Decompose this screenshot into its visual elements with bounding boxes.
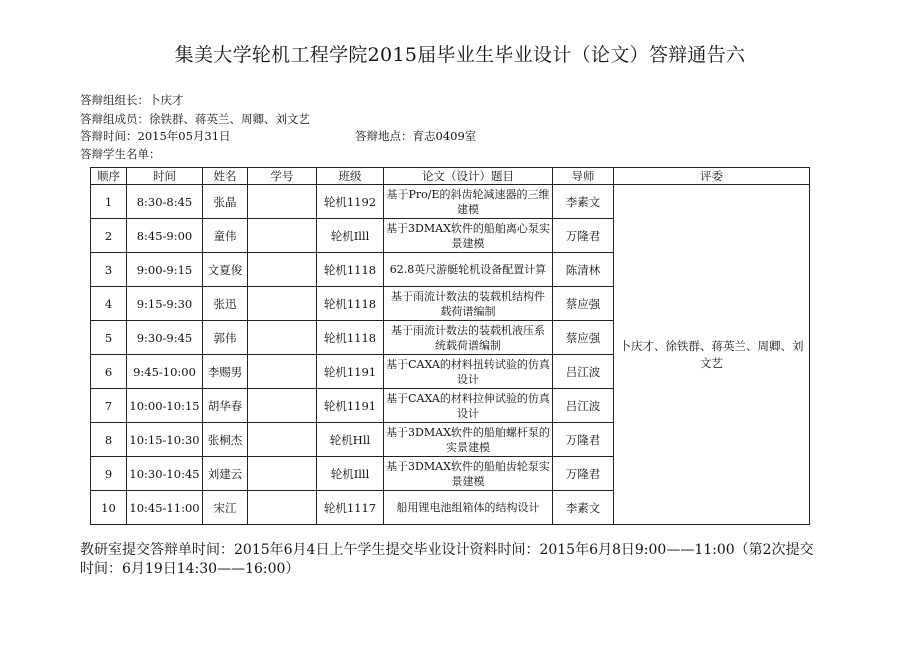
place-value: 育志0409室 bbox=[412, 129, 477, 143]
cell-sid bbox=[248, 389, 317, 423]
cell-sid bbox=[248, 219, 317, 253]
cell-seq: 7 bbox=[91, 389, 127, 423]
cell-class: 轮机1118 bbox=[317, 253, 384, 287]
cell-time: 9:00-9:15 bbox=[127, 253, 203, 287]
header-sid: 学号 bbox=[248, 168, 317, 185]
students-label: 答辩学生名单： bbox=[80, 147, 161, 161]
schedule-table bbox=[90, 167, 810, 525]
cell-advisor: 万隆君 bbox=[553, 457, 614, 491]
cell-topic: 基于Pro/E的斜齿轮减速器的三维建模 bbox=[384, 185, 553, 219]
cell-time: 10:00-10:15 bbox=[127, 389, 203, 423]
cell-class: 轮机Illl bbox=[317, 219, 384, 253]
cell-class: 轮机1191 bbox=[317, 389, 384, 423]
cell-name: 张桐杰 bbox=[203, 423, 248, 457]
cell-seq: 6 bbox=[91, 355, 127, 389]
header-class: 班级 bbox=[317, 168, 384, 185]
cell-topic: 船用锂电池组箱体的结构设计 bbox=[384, 491, 553, 525]
members-value: 徐铁群、蒋英兰、周卿、刘文艺 bbox=[149, 112, 310, 126]
cell-sid bbox=[248, 355, 317, 389]
cell-class: 轮机Illl bbox=[317, 457, 384, 491]
cell-name: 张晶 bbox=[203, 185, 248, 219]
cell-sid bbox=[248, 423, 317, 457]
cell-seq: 8 bbox=[91, 423, 127, 457]
cell-seq: 3 bbox=[91, 253, 127, 287]
cell-sid bbox=[248, 491, 317, 525]
cell-name: 童伟 bbox=[203, 219, 248, 253]
place-label: 答辩地点： bbox=[355, 129, 413, 143]
cell-advisor: 陈清林 bbox=[553, 253, 614, 287]
cell-advisor: 蔡应强 bbox=[553, 321, 614, 355]
header-judges: 评委 bbox=[614, 168, 810, 185]
cell-seq: 4 bbox=[91, 287, 127, 321]
header-topic: 论文（设计）题目 bbox=[384, 168, 553, 185]
cell-topic: 基于雨流计数法的装载机结构件载荷谱编制 bbox=[384, 287, 553, 321]
cell-judges: 卜庆才、徐铁群、蒋英兰、周卿、刘文艺 bbox=[614, 185, 810, 525]
cell-topic: 基于CAXA的材料扭转试验的仿真设计 bbox=[384, 355, 553, 389]
page-title: 集美大学轮机工程学院2015届毕业生毕业设计（论文）答辩通告六 bbox=[174, 44, 746, 66]
header-time: 时间 bbox=[127, 168, 203, 185]
cell-topic: 基于CAXA的材料拉伸试验的仿真设计 bbox=[384, 389, 553, 423]
cell-advisor: 万隆君 bbox=[553, 423, 614, 457]
header-name: 姓名 bbox=[203, 168, 248, 185]
cell-topic: 基于3DMAX软件的船舶齿轮泵实景建模 bbox=[384, 457, 553, 491]
cell-advisor: 李素文 bbox=[553, 491, 614, 525]
cell-time: 9:30-9:45 bbox=[127, 321, 203, 355]
table-header-row bbox=[91, 168, 810, 185]
cell-advisor: 吕江波 bbox=[553, 355, 614, 389]
cell-class: 轮机1192 bbox=[317, 185, 384, 219]
leader-line bbox=[80, 92, 184, 108]
cell-seq: 2 bbox=[91, 219, 127, 253]
cell-time: 8:45-9:00 bbox=[127, 219, 203, 253]
cell-sid bbox=[248, 457, 317, 491]
cell-name: 张迅 bbox=[203, 287, 248, 321]
leader-value: 卜庆才 bbox=[149, 93, 184, 107]
cell-topic: 基于雨流计数法的装载机液压系统载荷谱编制 bbox=[384, 321, 553, 355]
cell-time: 9:15-9:30 bbox=[127, 287, 203, 321]
time-label: 答辩时间： bbox=[80, 129, 138, 143]
cell-topic: 62.8英尺游艇轮机设备配置计算 bbox=[384, 253, 553, 287]
cell-sid bbox=[248, 185, 317, 219]
cell-time: 9:45-10:00 bbox=[127, 355, 203, 389]
cell-advisor: 吕江波 bbox=[553, 389, 614, 423]
cell-seq: 5 bbox=[91, 321, 127, 355]
submission-deadline-note: 教研室提交答辩单时间：2015年6月4日上午学生提交毕业设计资料时间：2015年6月8日9:00——11:00（第2次提交时间：6月19日14:30——16:00） bbox=[80, 542, 814, 577]
time-line bbox=[80, 128, 231, 144]
cell-class: 轮机Hll bbox=[317, 423, 384, 457]
cell-advisor: 李素文 bbox=[553, 185, 614, 219]
cell-name: 刘建云 bbox=[203, 457, 248, 491]
header-advisor: 导师 bbox=[553, 168, 614, 185]
cell-name: 李赐男 bbox=[203, 355, 248, 389]
time-value: 2015年05月31日 bbox=[137, 129, 231, 143]
cell-time: 8:30-8:45 bbox=[127, 185, 203, 219]
cell-seq: 9 bbox=[91, 457, 127, 491]
cell-sid bbox=[248, 253, 317, 287]
cell-time: 10:15-10:30 bbox=[127, 423, 203, 457]
cell-advisor: 万隆君 bbox=[553, 219, 614, 253]
cell-advisor: 蔡应强 bbox=[553, 287, 614, 321]
cell-name: 文夏俊 bbox=[203, 253, 248, 287]
cell-class: 轮机1117 bbox=[317, 491, 384, 525]
header-seq: 顺序 bbox=[91, 168, 127, 185]
place-line bbox=[355, 128, 476, 144]
cell-name: 胡华春 bbox=[203, 389, 248, 423]
cell-name: 郭伟 bbox=[203, 321, 248, 355]
cell-class: 轮机1118 bbox=[317, 321, 384, 355]
cell-seq: 10 bbox=[91, 491, 127, 525]
cell-topic: 基于3DMAX软件的船舶离心泵实景建模 bbox=[384, 219, 553, 253]
cell-time: 10:30-10:45 bbox=[127, 457, 203, 491]
cell-class: 轮机1118 bbox=[317, 287, 384, 321]
cell-name: 宋江 bbox=[203, 491, 248, 525]
cell-topic: 基于3DMAX软件的船舶螺杆泵的实景建模 bbox=[384, 423, 553, 457]
cell-seq: 1 bbox=[91, 185, 127, 219]
cell-sid bbox=[248, 287, 317, 321]
cell-class: 轮机1191 bbox=[317, 355, 384, 389]
cell-sid bbox=[248, 321, 317, 355]
members-line bbox=[80, 111, 310, 127]
members-label: 答辩组成员： bbox=[80, 112, 149, 126]
cell-time: 10:45-11:00 bbox=[127, 491, 203, 525]
leader-label: 答辩组组长： bbox=[80, 93, 149, 107]
table-row bbox=[91, 185, 810, 219]
